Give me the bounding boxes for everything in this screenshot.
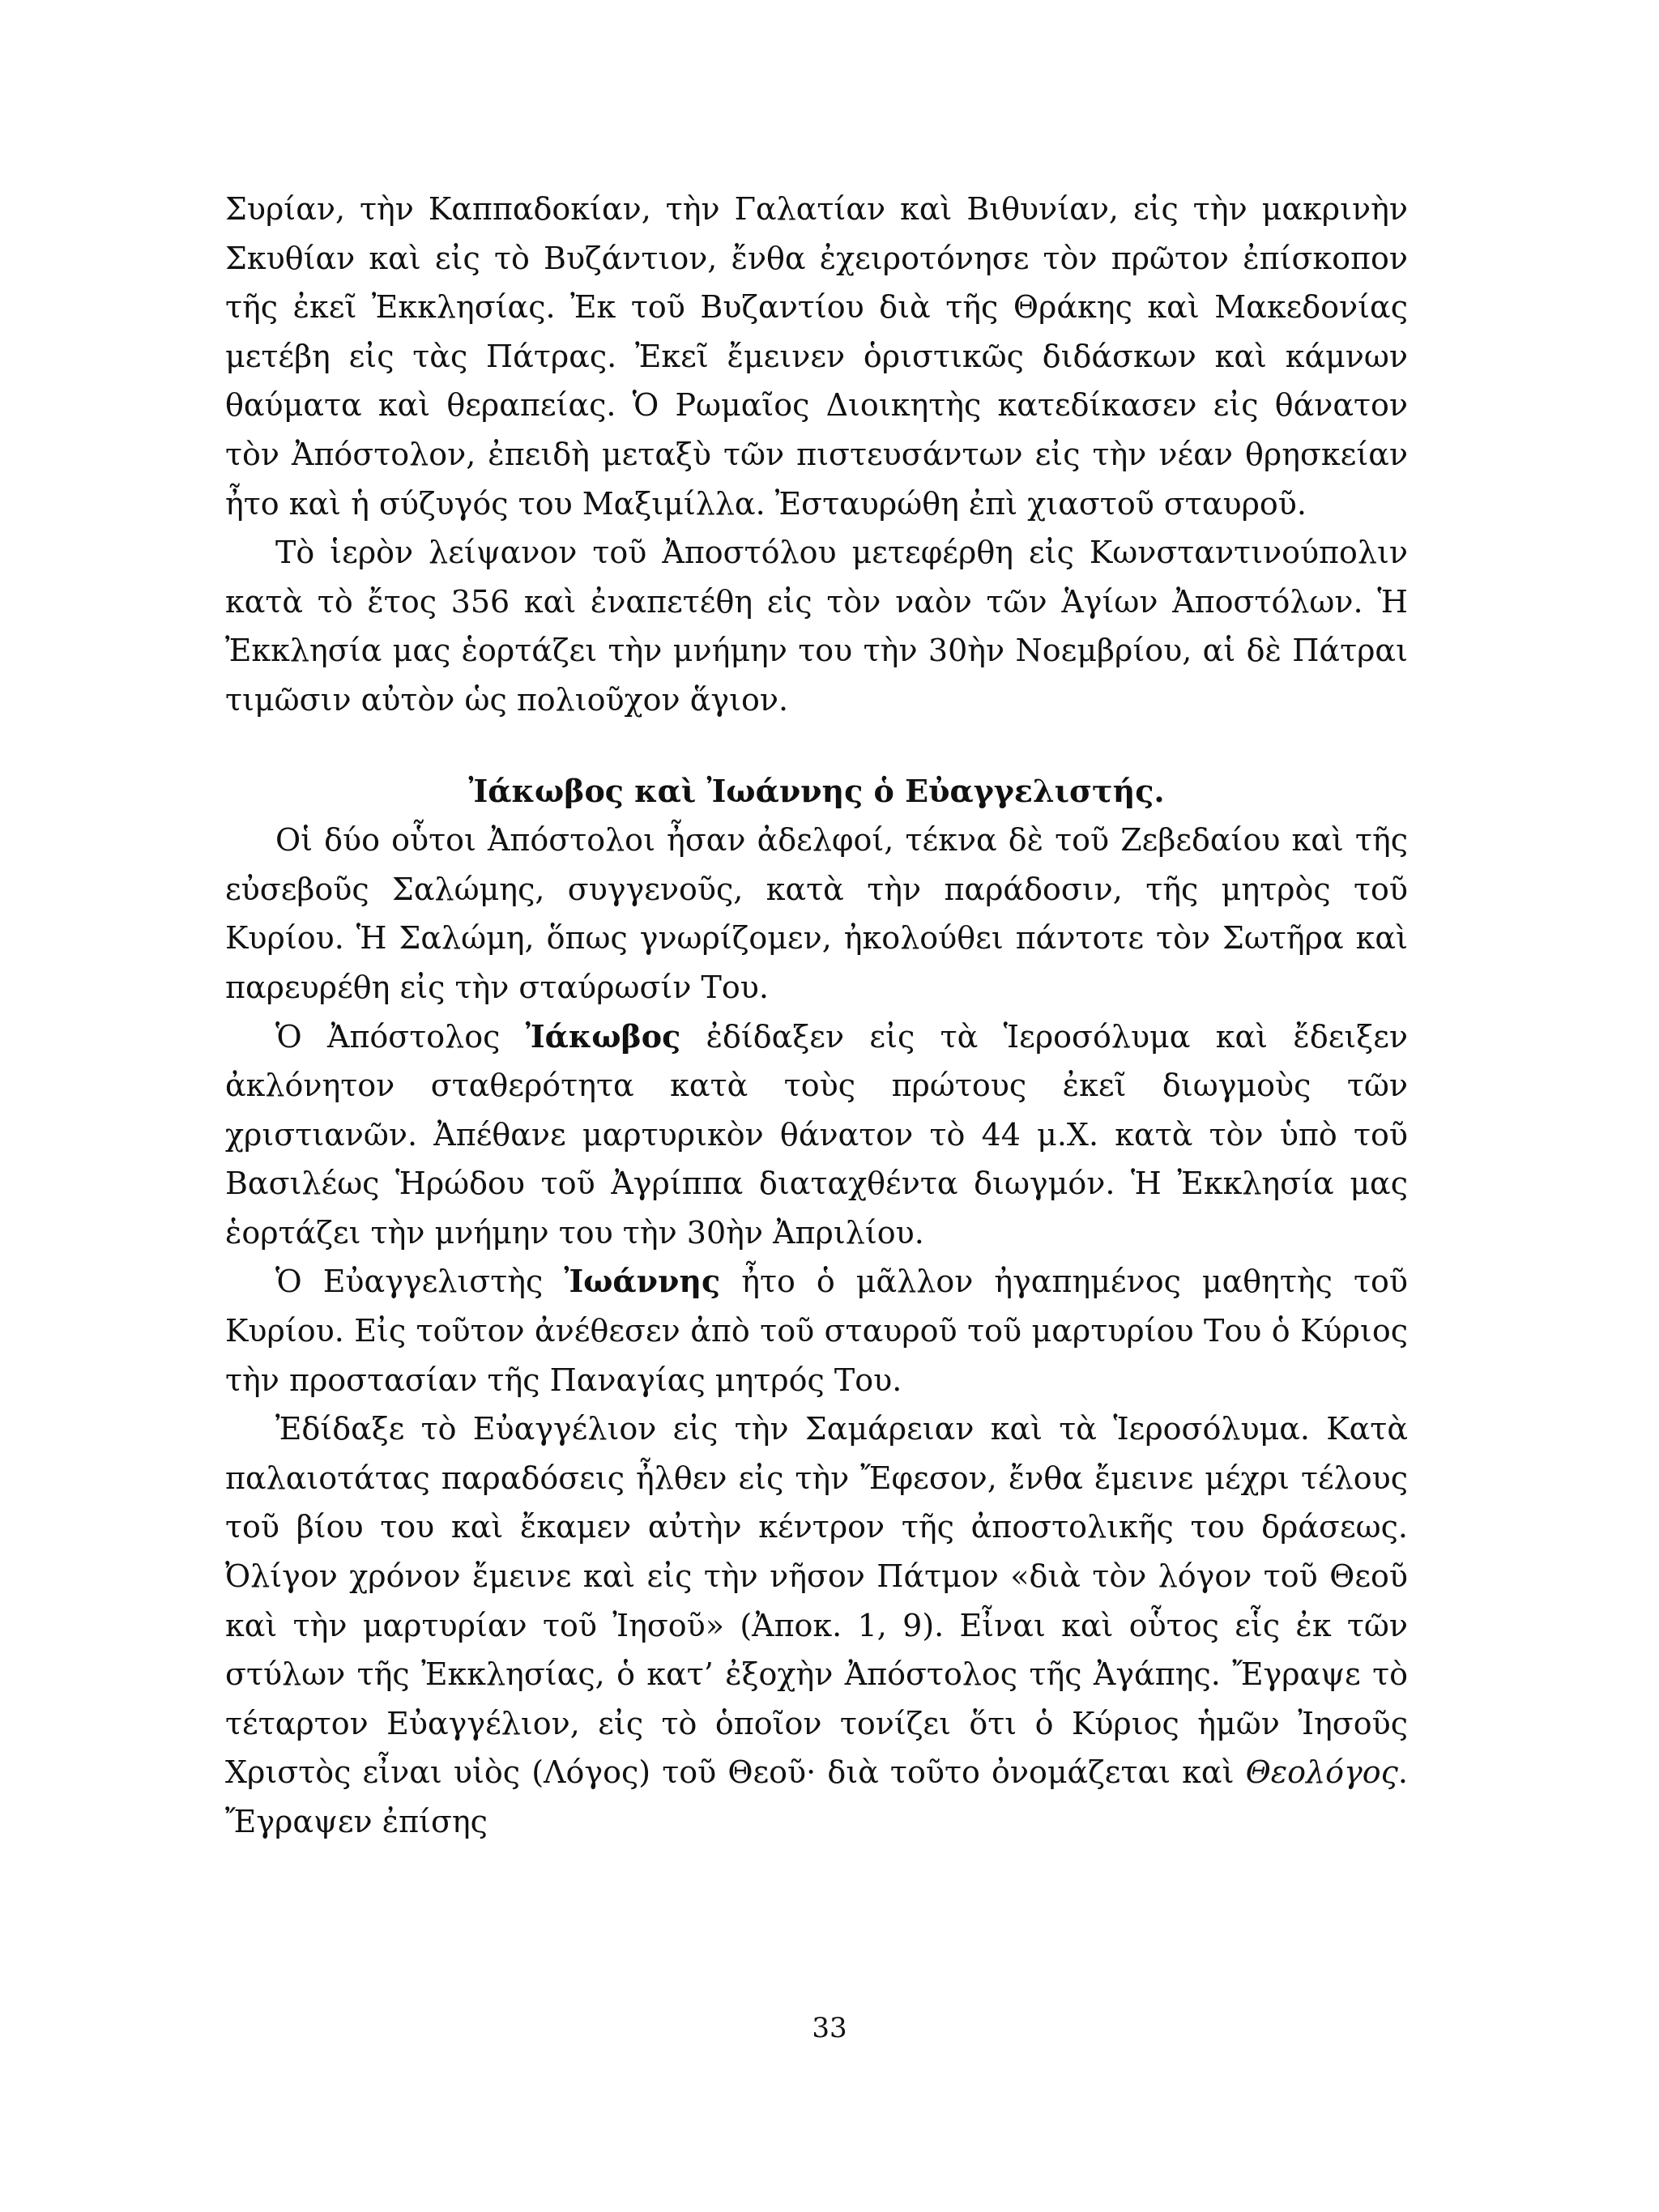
paragraph-5-start: Ὁ Εὐαγγελιστὴς xyxy=(275,1264,565,1300)
paragraph-6-start: Ἐδίδαξε τὸ Εὐαγγέλιον εἰς τὴν Σαμάρειαν καὶ τὰ Ἱεροσόλυμα. Κατὰ παλαιοτάτας παραδόσεις ἦλθεν εἰς τὴν Ἔφεσον, ἔνθα ἔμεινε μέχρι τέλους τοῦ βίου του καὶ ἔκαμεν αὐτὴν κέντρον τῆς ἀποστολικῆς του δράσεως. Ὀλίγον χρόνον ἔμεινε καὶ εἰς τὴν νῆσον Πάτμον «διὰ τὸν λόγον τοῦ Θεοῦ καὶ τὴν μαρτυρίαν τοῦ Ἰησοῦ» (Ἀποκ. 1, 9). Εἶναι καὶ οὗτος εἷς ἐκ τῶν στύλων τῆς Ἐκκλησίας, ὁ κατ’ ἐξοχὴν Ἀπόστολος τῆς Ἀγάπης. Ἔγραψε τὸ τέταρτον Εὐαγγέλιον, εἰς τὸ ὁποῖον τονίζει ὅτι ὁ Κύριος ἡμῶν Ἰησοῦς Χριστὸς εἶναι υἱὸς (Λόγος) τοῦ Θεοῦ· διὰ τοῦτο ὀνομάζεται καὶ xyxy=(225,1411,1408,1791)
paragraph-5 xyxy=(225,1257,1408,1404)
paragraph-5-rest: ἦτο ὁ μᾶλλον ἠγαπημένος μαθητὴς τοῦ Κυρίου. Εἰς τοῦτον ἀνέθεσεν ἀπὸ τοῦ σταυροῦ τοῦ μαρτυρίου Του ὁ Κύριος τὴν προστασίαν τῆς Παναγίας μητρός Του. xyxy=(225,1264,1408,1398)
paragraph-6 xyxy=(225,1404,1408,1846)
paragraph-4-rest: ἐδίδαξεν εἰς τὰ Ἱεροσόλυμα καὶ ἔδειξεν ἀκλόνητον σταθερότητα κατὰ τοὺς πρώτους ἐκεῖ διωγμοὺς τῶν χριστιανῶν. Ἀπέθανε μαρτυρικὸν θάνατον τὸ 44 μ.Χ. κατὰ τὸν ὑπὸ τοῦ Βασιλέως Ἡρώδου τοῦ Ἀγρίππα διαταχθέντα διωγμόν. Ἡ Ἐκκλησία μας ἑορτάζει τὴν μνήμην του τὴν 30ὴν Ἀπριλίου. xyxy=(225,1018,1408,1251)
name-iakovos: Ἰάκωβος xyxy=(525,1017,681,1055)
section-heading: Ἰάκωβος καὶ Ἰωάννης ὁ Εὐαγγελιστής. xyxy=(468,772,1165,809)
page-body xyxy=(225,185,1408,1847)
term-theologos: Θεολόγος xyxy=(1245,1754,1398,1791)
page-number: 33 xyxy=(812,2012,847,2044)
paragraph-2: Τὸ ἱερὸν λείψανον τοῦ Ἀποστόλου μετεφέρθη εἰς Κωνσταντινούπολιν κατὰ τὸ ἔτος 356 καὶ ἐναπετέθη εἰς τὸν ναὸν τῶν Ἁγίων Ἀποστόλων. Ἡ Ἐκκλησία μας ἑορτάζει τὴν μνήμην του τὴν 30ὴν Νοεμβρίου, αἱ δὲ Πάτραι τιμῶσιν αὐτὸν ὡς πολιοῦχον ἅγιον. xyxy=(225,535,1408,718)
paragraph-4 xyxy=(225,1012,1408,1258)
paragraph-3: Οἱ δύο οὗτοι Ἀπόστολοι ἦσαν ἀδελφοί, τέκνα δὲ τοῦ Ζεβεδαίου καὶ τῆς εὐσεβοῦς Σαλώμης, συγγενοῦς, κατὰ τὴν παράδοσιν, τῆς μητρὸς τοῦ Κυρίου. Ἡ Σαλώμη, ὅπως γνωρίζομεν, ἠκολούθει πάντοτε τὸν Σωτῆρα καὶ παρευρέθη εἰς τὴν σταύρωσίν Του. xyxy=(225,822,1408,1005)
paragraph-4-start: Ὁ Ἀπόστολος xyxy=(275,1018,526,1055)
paragraph-6-rest: . Ἔγραψεν ἐπίσης xyxy=(225,1754,1408,1839)
name-ioannis: Ἰωάννης xyxy=(564,1263,721,1300)
paragraph-1: Συρίαν, τὴν Καππαδοκίαν, τὴν Γαλατίαν καὶ Βιθυνίαν, εἰς τὴν μακρινὴν Σκυθίαν καὶ εἰς τὸ Βυζάντιον, ἔνθα ἐχειροτόνησε τὸν πρῶτον ἐπίσκοπον τῆς ἐκεῖ Ἐκκλησίας. Ἐκ τοῦ Βυζαντίου διὰ τῆς Θράκης καὶ Μακεδονίας μετέβη εἰς τὰς Πάτρας. Ἐκεῖ ἔμεινεν ὁριστικῶς διδάσκων καὶ κάμνων θαύματα καὶ θεραπείας. Ὁ Ρωμαῖος Διοικητὴς κατεδίκασεν εἰς θάνατον τὸν Ἀπόστολον, ἐπειδὴ μεταξὺ τῶν πιστευσάντων εἰς τὴν νέαν θρησκείαν ἦτο καὶ ἡ σύζυγός του Μαξιμίλλα. Ἐσταυρώθη ἐπὶ χιαστοῦ σταυροῦ. xyxy=(225,191,1408,522)
